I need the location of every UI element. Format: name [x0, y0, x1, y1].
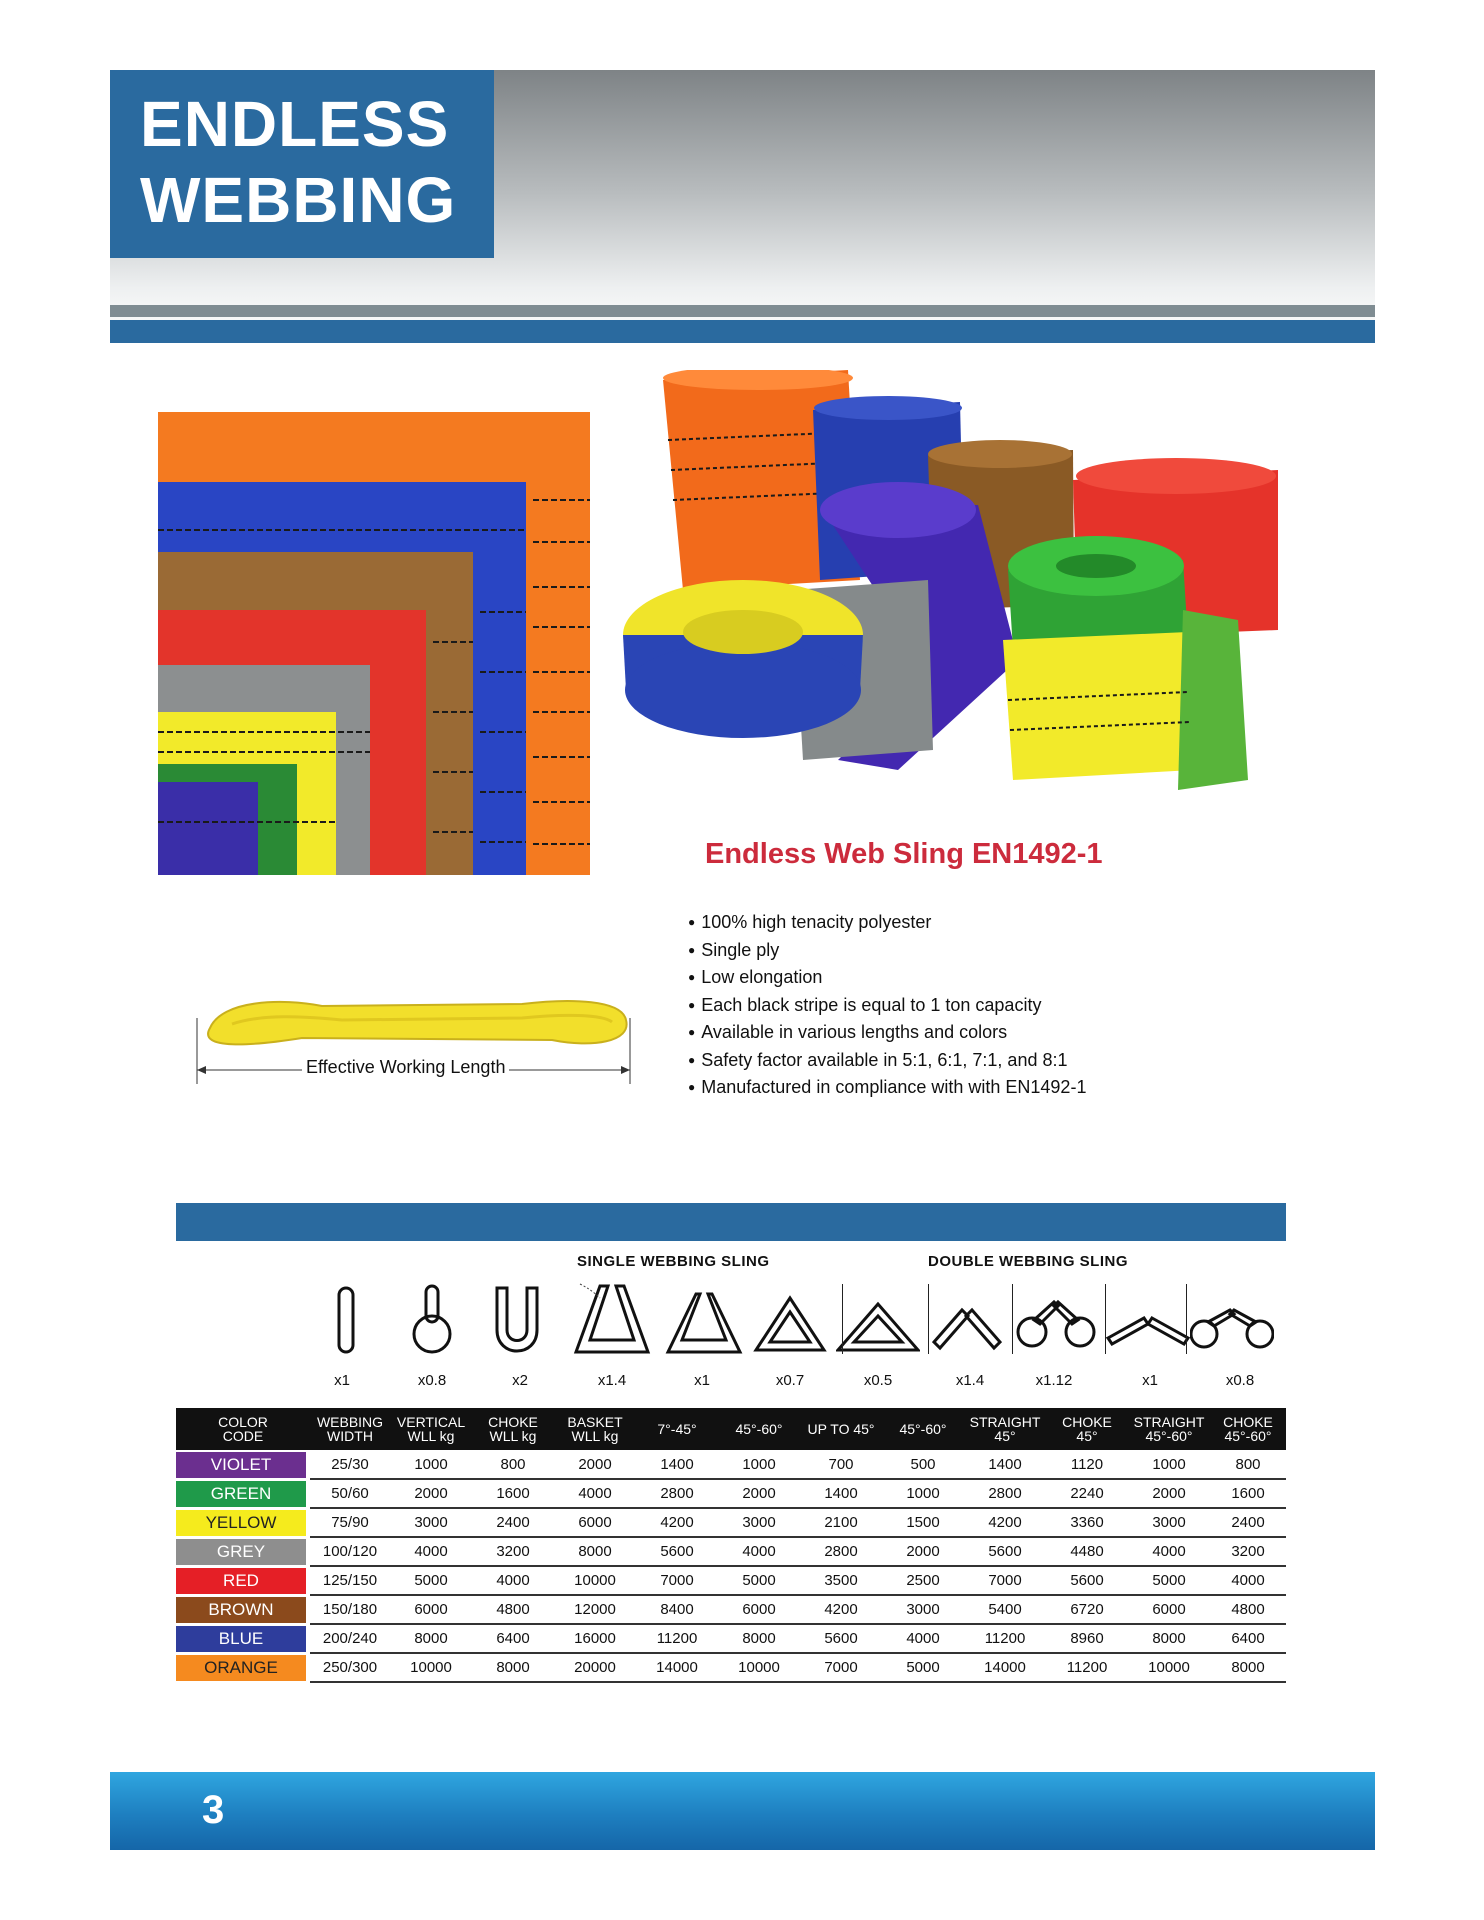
header-stripe-grey	[110, 305, 1375, 317]
table-cell: 6720	[1046, 1595, 1128, 1624]
basket-45-60-wide-icon	[836, 1280, 920, 1360]
feature-item: ● Single ply	[688, 938, 1086, 966]
table-cell: 4000	[472, 1566, 554, 1595]
table-cell: 8000	[472, 1653, 554, 1682]
table-cell: 50/60	[310, 1479, 390, 1508]
webbing-square-violet	[158, 782, 258, 875]
column-header-line: BASKET	[567, 1414, 623, 1430]
table-cell: 2400	[472, 1508, 554, 1537]
table-cell: 3500	[800, 1566, 882, 1595]
table-cell: 2000	[390, 1479, 472, 1508]
table-cell: 4000	[1210, 1566, 1286, 1595]
color-code-badge: BLUE	[176, 1626, 306, 1652]
table-cell: 10000	[390, 1653, 472, 1682]
factor-label: x0.5	[863, 1372, 893, 1389]
column-header-line: WEBBING	[316, 1414, 384, 1430]
feature-item: ● Manufactured in compliance with with EN1492-1	[688, 1075, 1086, 1103]
column-header	[1046, 1408, 1128, 1450]
table-row	[176, 1653, 1286, 1682]
table-row	[176, 1450, 1286, 1479]
color-code-badge: YELLOW	[176, 1510, 306, 1536]
load-chart-table	[176, 1408, 1286, 1683]
column-header-line: CHOKE	[488, 1414, 538, 1430]
factor-label: x1	[334, 1372, 350, 1389]
color-code-cell	[176, 1566, 310, 1595]
table-cell: 1000	[390, 1450, 472, 1479]
table-cell: 4000	[390, 1537, 472, 1566]
table-cell: 4200	[800, 1595, 882, 1624]
color-code-cell	[176, 1450, 310, 1479]
table-cell: 6000	[554, 1508, 636, 1537]
column-header-line: CODE	[222, 1428, 264, 1444]
color-code-badge: VIOLET	[176, 1452, 306, 1478]
feature-item: ● Safety factor available in 5:1, 6:1, 7:1, and 8:1	[688, 1048, 1086, 1076]
table-cell: 2100	[800, 1508, 882, 1537]
table-cell: 1500	[882, 1508, 964, 1537]
table-cell: 5000	[390, 1566, 472, 1595]
color-code-badge: ORANGE	[176, 1655, 306, 1681]
table-cell: 25/30	[310, 1450, 390, 1479]
feature-item: ● Each black stripe is equal to 1 ton capacity	[688, 993, 1086, 1021]
color-code-cell	[176, 1537, 310, 1566]
table-cell: 14000	[636, 1653, 718, 1682]
table-cell: 8000	[554, 1537, 636, 1566]
table-cell: 4200	[964, 1508, 1046, 1537]
table-cell: 5400	[964, 1595, 1046, 1624]
color-code-badge: RED	[176, 1568, 306, 1594]
color-code-badge: GREEN	[176, 1481, 306, 1507]
column-header-line: WIDTH	[327, 1428, 373, 1444]
column-header-line: CHOKE	[1062, 1414, 1112, 1430]
factor-label: x1.12	[1035, 1372, 1073, 1389]
title-line-1: ENDLESS	[140, 88, 450, 160]
factor-label: x0.7	[775, 1372, 805, 1389]
column-header-line: UP TO 45°	[807, 1421, 875, 1437]
table-cell: 6000	[718, 1595, 800, 1624]
table-cell: 6000	[1128, 1595, 1210, 1624]
column-header-line: WLL kg	[571, 1428, 619, 1444]
column-header	[1210, 1408, 1286, 1450]
basket-up-to-45-icon	[748, 1280, 832, 1360]
webbing-squares-photo	[158, 412, 590, 875]
column-header	[472, 1408, 554, 1450]
table-cell: 5600	[964, 1537, 1046, 1566]
table-cell: 4000	[1128, 1537, 1210, 1566]
table-cell: 5000	[718, 1566, 800, 1595]
table-cell: 10000	[554, 1566, 636, 1595]
factor-label: x1.4	[597, 1372, 627, 1389]
table-cell: 1400	[800, 1479, 882, 1508]
table-cell: 4480	[1046, 1537, 1128, 1566]
table-cell: 5600	[636, 1537, 718, 1566]
column-header	[554, 1408, 636, 1450]
double-straight-45-60-icon	[1106, 1280, 1190, 1360]
effective-working-length-label: Effective Working Length	[302, 1057, 509, 1078]
column-header	[176, 1408, 310, 1450]
table-cell: 5600	[1046, 1566, 1128, 1595]
table-cell: 1000	[718, 1450, 800, 1479]
table-row	[176, 1624, 1286, 1653]
color-code-badge: GREY	[176, 1539, 306, 1565]
basket-hitch-icon	[475, 1280, 559, 1360]
webbing-rolls-photo	[598, 370, 1278, 800]
double-sling-label: DOUBLE WEBBING SLING	[928, 1253, 1128, 1270]
single-sling-label: SINGLE WEBBING SLING	[577, 1253, 770, 1270]
column-header-line: 7°-45°	[657, 1421, 697, 1437]
basket-45-60-icon	[662, 1280, 746, 1360]
table-cell: 10000	[1128, 1653, 1210, 1682]
table-cell: 5000	[1128, 1566, 1210, 1595]
column-divider	[1186, 1284, 1187, 1354]
table-cell: 700	[800, 1450, 882, 1479]
column-header	[390, 1408, 472, 1450]
table-cell: 11200	[636, 1624, 718, 1653]
table-cell: 5600	[800, 1624, 882, 1653]
column-header-line: 45°-60°	[735, 1421, 783, 1437]
table-cell: 2000	[718, 1479, 800, 1508]
table-cell: 8000	[718, 1624, 800, 1653]
table-cell: 2800	[964, 1479, 1046, 1508]
header-banner	[110, 70, 1375, 343]
table-cell: 6000	[390, 1595, 472, 1624]
column-header	[310, 1408, 390, 1450]
column-header-line: WLL kg	[407, 1428, 455, 1444]
factor-label: x2	[512, 1372, 528, 1389]
double-choke-45-icon	[1014, 1280, 1098, 1360]
table-cell: 16000	[554, 1624, 636, 1653]
double-choke-45-60-icon	[1190, 1280, 1274, 1360]
table-cell: 75/90	[310, 1508, 390, 1537]
table-cell: 8960	[1046, 1624, 1128, 1653]
table-header-bar	[176, 1203, 1286, 1241]
table-cell: 14000	[964, 1653, 1046, 1682]
table-cell: 10000	[718, 1653, 800, 1682]
table-cell: 2240	[1046, 1479, 1128, 1508]
table-row	[176, 1595, 1286, 1624]
column-header-line: 45°-60°	[899, 1421, 947, 1437]
table-cell: 4800	[472, 1595, 554, 1624]
table-cell: 8000	[390, 1624, 472, 1653]
table-cell: 3000	[718, 1508, 800, 1537]
column-header	[636, 1408, 718, 1450]
table-cell: 2400	[1210, 1508, 1286, 1537]
color-code-cell	[176, 1653, 310, 1682]
feature-item: ● Available in various lengths and colors	[688, 1020, 1086, 1048]
column-header	[718, 1408, 800, 1450]
table-cell: 800	[472, 1450, 554, 1479]
color-code-cell	[176, 1508, 310, 1537]
factor-label: x1	[694, 1372, 710, 1389]
table-cell: 2500	[882, 1566, 964, 1595]
basket-7-45-icon	[570, 1280, 654, 1360]
table-cell: 1400	[636, 1450, 718, 1479]
table-cell: 800	[1210, 1450, 1286, 1479]
column-header-line: 45°-60°	[1145, 1428, 1193, 1444]
table-cell: 3000	[390, 1508, 472, 1537]
column-header	[882, 1408, 964, 1450]
column-header	[1128, 1408, 1210, 1450]
table-cell: 4000	[718, 1537, 800, 1566]
table-cell: 12000	[554, 1595, 636, 1624]
table-cell: 3200	[472, 1537, 554, 1566]
table-row	[176, 1479, 1286, 1508]
table-cell: 2800	[636, 1479, 718, 1508]
table-header-row	[176, 1408, 1286, 1450]
title-line-2: WEBBING	[140, 164, 457, 236]
color-code-cell	[176, 1479, 310, 1508]
header-stripe-blue	[110, 320, 1375, 343]
table-cell: 125/150	[310, 1566, 390, 1595]
table-cell: 150/180	[310, 1595, 390, 1624]
product-title: Endless Web Sling EN1492-1	[705, 838, 1103, 870]
table-cell: 4200	[636, 1508, 718, 1537]
table-cell: 4000	[882, 1624, 964, 1653]
column-header-line: WLL kg	[489, 1428, 537, 1444]
footer-bar	[110, 1772, 1375, 1850]
page-number: 3	[202, 1788, 225, 1832]
roll-yellow-left	[623, 580, 863, 738]
table-cell: 3000	[1128, 1508, 1210, 1537]
factor-label: x1.4	[955, 1372, 985, 1389]
table-row	[176, 1566, 1286, 1595]
table-cell: 100/120	[310, 1537, 390, 1566]
column-header-line: STRAIGHT	[1133, 1414, 1205, 1430]
color-code-cell	[176, 1595, 310, 1624]
table-cell: 1600	[472, 1479, 554, 1508]
column-header-line: STRAIGHT	[969, 1414, 1041, 1430]
table-cell: 8000	[1210, 1653, 1286, 1682]
table-cell: 2000	[554, 1450, 636, 1479]
color-code-badge: BROWN	[176, 1597, 306, 1623]
factor-label: x0.8	[417, 1372, 447, 1389]
factor-label: x1	[1142, 1372, 1158, 1389]
table-cell: 4000	[554, 1479, 636, 1508]
table-cell: 7000	[964, 1566, 1046, 1595]
column-header-line: 45°-60°	[1224, 1428, 1272, 1444]
feature-list	[688, 910, 1086, 1103]
feature-item: ● Low elongation	[688, 965, 1086, 993]
table-cell: 7000	[636, 1566, 718, 1595]
table-cell: 8000	[1128, 1624, 1210, 1653]
column-header-line: COLOR	[218, 1414, 268, 1430]
table-cell: 20000	[554, 1653, 636, 1682]
color-code-cell	[176, 1624, 310, 1653]
table-cell: 5000	[882, 1653, 964, 1682]
table-body	[176, 1450, 1286, 1682]
table-cell: 11200	[964, 1624, 1046, 1653]
table-cell: 6400	[1210, 1624, 1286, 1653]
table-cell: 7000	[800, 1653, 882, 1682]
column-header	[800, 1408, 882, 1450]
feature-item: ● 100% high tenacity polyester	[688, 910, 1086, 938]
table-cell: 1600	[1210, 1479, 1286, 1508]
page-title	[110, 70, 494, 258]
table-cell: 4800	[1210, 1595, 1286, 1624]
table-cell: 3000	[882, 1595, 964, 1624]
table-cell: 8400	[636, 1595, 718, 1624]
column-header-line: VERTICAL	[396, 1414, 466, 1430]
table-cell: 2000	[1128, 1479, 1210, 1508]
table-cell: 2800	[800, 1537, 882, 1566]
column-header-line: 45°	[994, 1428, 1016, 1444]
table-cell: 1400	[964, 1450, 1046, 1479]
column-divider	[1012, 1284, 1013, 1354]
table-cell: 3200	[1210, 1537, 1286, 1566]
table-cell: 1000	[882, 1479, 964, 1508]
table-cell: 2000	[882, 1537, 964, 1566]
table-cell: 11200	[1046, 1653, 1128, 1682]
table-cell: 1000	[1128, 1450, 1210, 1479]
table-cell: 250/300	[310, 1653, 390, 1682]
column-divider	[842, 1284, 843, 1354]
column-header	[964, 1408, 1046, 1450]
table-cell: 3360	[1046, 1508, 1128, 1537]
table-cell: 200/240	[310, 1624, 390, 1653]
column-header-line: 45°	[1076, 1428, 1098, 1444]
vertical-hitch-icon	[305, 1280, 389, 1360]
table-row	[176, 1537, 1286, 1566]
double-straight-45-icon	[928, 1280, 1012, 1360]
table-row	[176, 1508, 1286, 1537]
table-cell: 6400	[472, 1624, 554, 1653]
column-header-line: CHOKE	[1223, 1414, 1273, 1430]
table-cell: 1120	[1046, 1450, 1128, 1479]
factor-label: x0.8	[1225, 1372, 1255, 1389]
table-cell: 500	[882, 1450, 964, 1479]
choke-hitch-icon	[390, 1280, 474, 1360]
roll-green	[1008, 536, 1188, 650]
